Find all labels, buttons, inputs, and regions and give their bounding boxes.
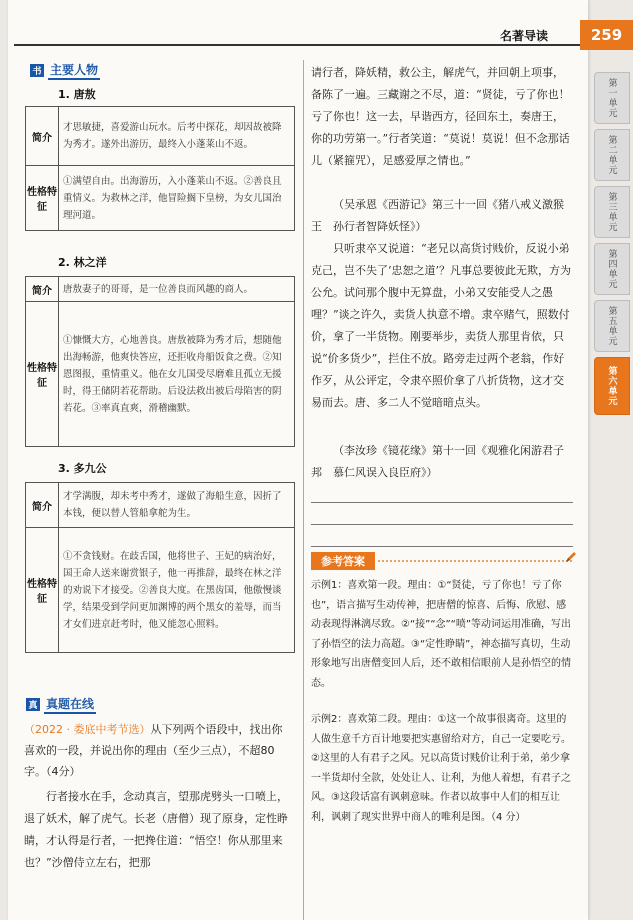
row-value: 才学满腹，却未考中秀才，遂做了海船生意，因折了本钱，便以替人管船拿舵为生。 bbox=[59, 483, 295, 528]
book-icon: 书 bbox=[30, 64, 44, 77]
table-row bbox=[26, 302, 295, 447]
row-value: ①不贪钱财。在歧舌国，他将世子、王妃的病治好，国王命人送来谢赏银子，他一再推辞，最终在林之洋的劝说下才接受。②善良大度。在黑齿国，他傲慢谈学，结果受到学问更加渊博的两个黑女的羞辱，而当才女们进京赶考时，他又能忽心照料。 bbox=[59, 528, 295, 653]
row-key: 性格特征 bbox=[26, 166, 59, 231]
section-main-characters bbox=[30, 61, 100, 80]
character-name: 2. 林之洋 bbox=[58, 256, 107, 269]
answer-banner: 参考答案 bbox=[311, 552, 375, 570]
exam-question bbox=[24, 719, 292, 782]
section-exam-online bbox=[26, 695, 96, 714]
passage-2-citation: （李汝珍《镜花缘》第十一回《观雅化闲游君子邦 慕仁风误入良臣府》） bbox=[311, 444, 564, 479]
row-key: 简介 bbox=[26, 277, 59, 302]
tab-unit-2[interactable]: 第二单元 bbox=[594, 129, 630, 181]
pencil-icon bbox=[564, 550, 578, 564]
question-source: （2022 · 娄底中考节选） bbox=[24, 723, 151, 736]
header-rule bbox=[14, 44, 590, 46]
character-name: 1. 唐敖 bbox=[58, 88, 96, 101]
row-key: 性格特征 bbox=[26, 528, 59, 653]
tab-unit-4[interactable]: 第四单元 bbox=[594, 243, 630, 295]
tab-unit-6[interactable]: 第六单元 bbox=[594, 357, 630, 415]
row-value: 才思敏捷，喜爱游山玩水。后考中探花，却因故被降为秀才。遂外出游历，最终入小蓬莱山不返。 bbox=[59, 107, 295, 166]
row-key: 简介 bbox=[26, 483, 59, 528]
table-row bbox=[26, 166, 295, 231]
answer-example-1: 示例1：喜欢第一段。理由：①“贤徒，亏了你也！亏了你也”，语言描写生动传神，把唐僧的惊喜、后悔、欣慰、感动表现得淋漓尽致。②“接”“念”“喷”等动词运用准确，写出了孙悟空的法力高超。③“定性睁睛”，神态描写真切，生动形象地写出唐僧变回人后，还不敢相信眼前人是孙悟空的情态。 bbox=[311, 580, 572, 689]
passage-1-part-1: 行者接水在手，念动真言，望那虎劈头一口喷上，退了妖术，解了虎气。长老（唐僧）现了原身，定性睁睛，才认得是行者，一把搀住道：“悟空！你从那里来也？”沙僧侍立左右，把那 bbox=[24, 790, 288, 869]
answer-banner-rule bbox=[378, 560, 572, 562]
column-divider bbox=[303, 60, 304, 920]
answer-writing-line[interactable] bbox=[311, 524, 573, 525]
unit-tabs bbox=[594, 72, 630, 420]
passage-1-part-2: 请行者，降妖精，救公主，解虎气，并回朝上项事，备陈了一遍。三藏谢之不尽，道：“贤徒，亏了你也！亏了你也！这一去，早谐西方，径回东土，奏唐王，你的功劳第一。”行者笑道：“莫说！莫说！但不念那话儿（紧箍咒），足感爱厚之情也。” bbox=[311, 66, 570, 167]
table-row bbox=[26, 528, 295, 653]
row-value: ①慷慨大方，心地善良。唐敖被降为秀才后，想随他出海畅游，他爽快答应，还拒收舟船饭食之费。②知恩图报，重情重义。他在女儿国受尽磨难且孤立无援时，得王储阴若花帮助。后设法救出被后母陷害的阴若花。③率真直爽，滑稽幽默。 bbox=[59, 302, 295, 447]
header-title: 名著导读 bbox=[500, 29, 549, 43]
answer-writing-line[interactable] bbox=[311, 502, 573, 503]
tab-unit-3[interactable]: 第三单元 bbox=[594, 186, 630, 238]
exam-icon: 真 bbox=[26, 698, 40, 711]
table-row bbox=[26, 107, 295, 166]
row-key: 简介 bbox=[26, 107, 59, 166]
passage-2: 只听隶卒又说道：“老兄以高货讨贱价，反说小弟克己，岂不失了‘忠恕之道’？凡事总要彼此无欺，方为公允。试问那个腹中无算盘，小弟又安能受人之愚哩？”谈之许久，卖货人执意不增。隶卒赌气，照数付价，拿了一半货物。刚要举步，卖货人那里肯依，只说“价多货少”，拦住不放。路旁走过两个老翁，作好作歹，从公评定，令隶卒照价拿了八折货物，这才交易而去。唐、多二人不觉暗暗点头。 bbox=[311, 242, 571, 409]
character-table bbox=[25, 482, 295, 653]
answer-writing-line[interactable] bbox=[311, 546, 573, 547]
tab-unit-5[interactable]: 第五单元 bbox=[594, 300, 630, 352]
answer-example-2: 示例2：喜欢第二段。理由：①这一个故事很离奇。这里的人做生意千方百计地要把实惠留给对方，自己一定要吃亏。②这里的人有君子之风。兄以高货讨贱价让利于弟，弟少拿一半货却付全款，处处让人、让利，为他人着想，有君子之风。③这段话富有讽刺意味。作者以故事中人们的相互让利，讽刺了现实世界中商人的唯利是图。（4 分） bbox=[311, 714, 571, 823]
page-number: 259 bbox=[580, 20, 633, 50]
character-table bbox=[25, 276, 295, 447]
row-value: ①满望自由。出海游历，入小蓬莱山不返。②善良且重情义。为救林之洋，他冒险搁下皇榜，为女儿国治理河道。 bbox=[59, 166, 295, 231]
row-value: 唐敖妻子的哥哥，是一位善良而风趣的商人。 bbox=[59, 277, 295, 302]
section-title: 真题在线 bbox=[44, 695, 96, 714]
table-row bbox=[26, 277, 295, 302]
section-title: 主要人物 bbox=[48, 61, 100, 80]
tab-unit-1[interactable]: 第一单元 bbox=[594, 72, 630, 124]
passage-1-citation: （吴承恩《西游记》第三十一回《猪八戒义激猴王 孙行者智降妖怪》） bbox=[311, 198, 564, 233]
character-name: 3. 多九公 bbox=[58, 462, 107, 475]
row-key: 性格特征 bbox=[26, 302, 59, 447]
question-text: 从下列两个语段中，找出你喜欢的一段，并说出你的理由（至少三点），不超80字。（4分） bbox=[24, 723, 283, 778]
character-table bbox=[25, 106, 295, 231]
table-row bbox=[26, 483, 295, 528]
